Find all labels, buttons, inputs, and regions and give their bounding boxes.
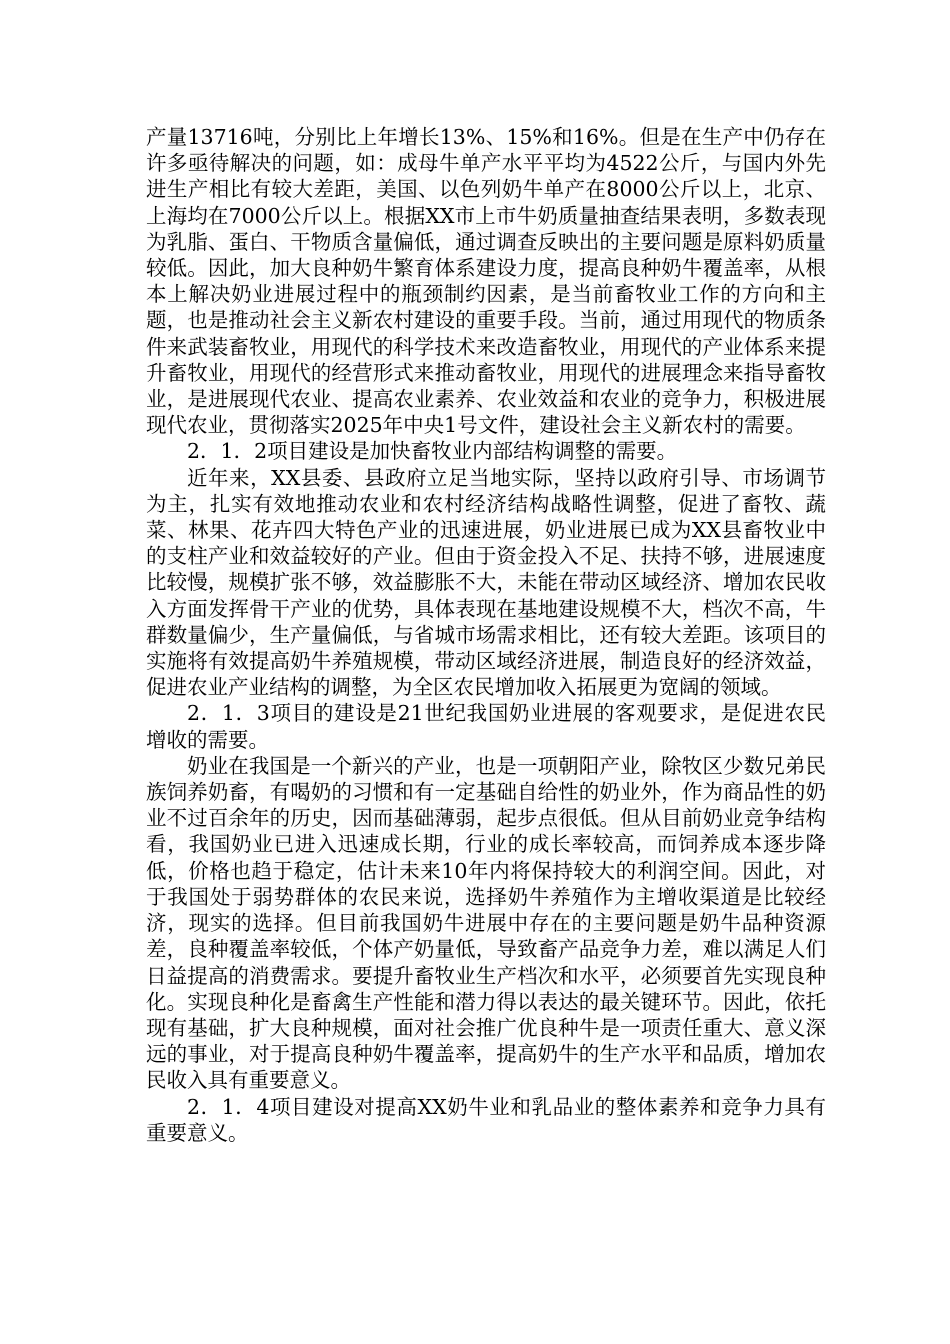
body-paragraph: 奶业在我国是一个新兴的产业，也是一项朝阳产业，除牧区少数兄弟民族饲养奶畜，有喝奶的习惯和有一定基础自给性的奶业外，作为商品性的奶业不过百余年的历史，因而基础薄弱，起步点很低。但从目前奶业竞争结构看，我国奶业已进入迅速成长期，行业的成长率较高，而饲养成本逐步降低，价格也趋于稳定，估计未来10年内将保持较大的利润空间。因此，对于我国处于弱势群体的农民来说，选择奶牛养殖作为主增收渠道是比较经济，现实的选择。但目前我国奶牛进展中存在的主要问题是奶牛品种资源差，良种覆盖率较低，个体产奶量低，导致畜产品竞争力差，难以满足人们日益提高的消费需求。要提升畜牧业生产档次和水平，必须要首先实现良种化。实现良种化是畜禽生产性能和潜力得以表达的最关键环节。因此，依托现有基础，扩大良种规模，面对社会推广优良种牛是一项责任重大、意义深远的事业，对于提高良种奶牛覆盖率，提高奶牛的生产水平和品质，增加农民收入具有重要意义。 (146, 753, 826, 1093)
section-heading-2-1-3: 2．1．3项目的建设是21世纪我国奶业进展的客观要求，是促进农民增收的需要。 (146, 701, 826, 752)
section-heading-2-1-4: 2．1．4项目建设对提高XX奶牛业和乳品业的整体素养和竞争力具有重要意义。 (146, 1094, 826, 1145)
body-paragraph: 产量13716吨，分别比上年增长13%、15%和16%。但是在生产中仍存在许多亟待解决的问题，如：成母牛单产水平平均为4522公斤，与国内外先进生产相比有较大差距，美国、以色列奶牛单产在8000公斤以上，北京、上海均在7000公斤以上。根据XX市上市牛奶质量抽查结果表明，多数表现为乳脂、蛋白、干物质含量偏低，通过调查反映出的主要问题是原料奶质量较低。因此，加大良种奶牛繁育体系建设力度，提高良种奶牛覆盖率，从根本上解决奶业进展过程中的瓶颈制约因素，是当前畜牧业工作的方向和主题，也是推动社会主义新农村建设的重要手段。当前，通过用现代的物质条件来武装畜牧业，用现代的科学技术来改造畜牧业，用现代的产业体系来提升畜牧业，用现代的经营形式来推动畜牧业，用现代的进展理念来指导畜牧业，是进展现代农业、提高农业素养、农业效益和农业的竞争力，积极进展现代农业，贯彻落实2025年中央1号文件，建设社会主义新农村的需要。 (146, 125, 826, 438)
section-heading-2-1-2: 2．1．2项目建设是加快畜牧业内部结构调整的需要。 (187, 439, 678, 464)
body-paragraph: 近年来，XX县委、县政府立足当地实际，坚持以政府引导、市场调节为主，扎实有效地推动农业和农村经济结构战略性调整，促进了畜牧、蔬菜、林果、花卉四大特色产业的迅速进展，奶业进展已成为XX县畜牧业中的支柱产业和效益较好的产业。但由于资金投入不足、扶持不够，进展速度比较慢，规模扩张不够，效益膨胀不大，未能在带动区域经济、增加农民收入方面发挥骨干产业的优势，具体表现在基地建设规模不大，档次不高，牛群数量偏少，生产量偏低，与省城市场需求相比，还有较大差距。该项目的实施将有效提高奶牛养殖规模，带动区域经济进展，制造良好的经济效益，促进农业产业结构的调整，为全区农民增加收入拓展更为宽阔的领域。 (146, 465, 826, 700)
document-page (146, 124, 826, 1146)
